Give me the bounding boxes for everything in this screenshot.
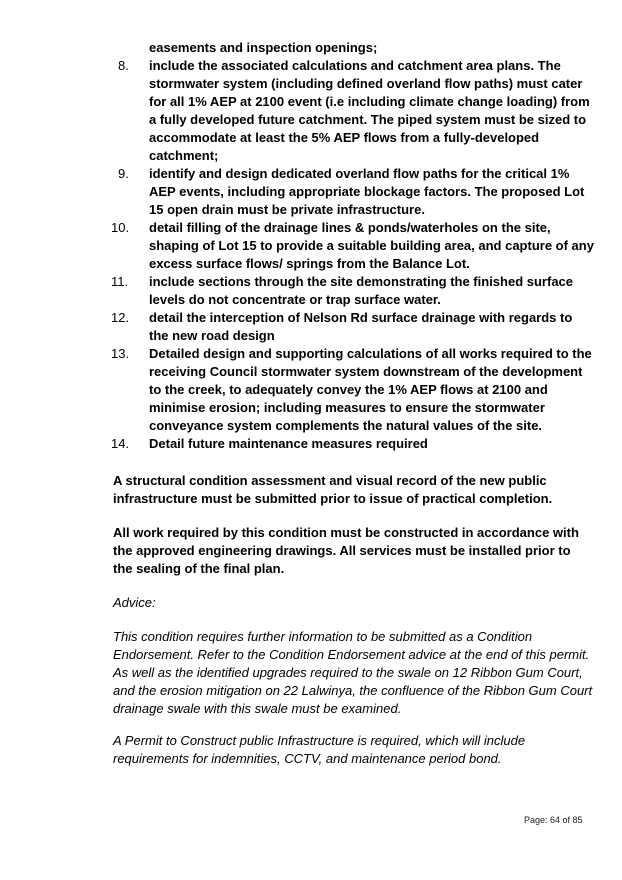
numbered-list — [0, 39, 622, 453]
all-work-paragraph: All work required by this condition must be constructed in accordance with the approved engineering drawings. All services must be installed prior to the sealing of the final plan. — [113, 525, 579, 576]
advice-heading: Advice: — [113, 595, 156, 610]
list-item-text: include sections through the site demonstrating the finished surface levels do not concentrate or trap surface water. — [149, 274, 574, 307]
list-item-number: 14. — [111, 436, 130, 451]
list-item-number: 8. — [118, 58, 129, 73]
list-item-text: identify and design dedicated overland flow paths for the critical 1% AEP events, including appropriate blockage factors. The proposed Lot 15 open drain must be private infrastructure. — [149, 166, 585, 217]
list-item-number: 12. — [111, 310, 130, 325]
structural-assessment-paragraph: A structural condition assessment and visual record of the new public infrastructure must be submitted prior to issue of practical completion. — [113, 473, 553, 506]
list-item-13 — [0, 345, 622, 435]
list-item-number: 13. — [111, 346, 130, 361]
advice-body-paragraph: This condition requires further information to be submitted as a Condition Endorsement. Refer to the Condition Endorsement advice at the end of this permit. As well as the identified upgrades required to the swale on 12 Ribbon Gum Court, and the erosion mitigation on 22 Lalwinya, the confluence of the Ribbon Gum Court drainage swale with this swale must be examined. — [113, 629, 593, 716]
list-item-9 — [0, 165, 622, 219]
list-item-10 — [0, 219, 622, 273]
list-item-text: Detail future maintenance measures required — [149, 436, 428, 451]
list-item-text: detail the interception of Nelson Rd surface drainage with regards to the new road design — [149, 310, 573, 343]
list-item-14 — [0, 435, 622, 453]
list-item-number: 10. — [111, 220, 130, 235]
list-item-8 — [0, 57, 622, 165]
page-number: Page: 64 of 85 — [524, 815, 583, 825]
list-item-text: include the associated calculations and catchment area plans. The stormwater system (including defined overland flow paths) must cater for all 1% AEP at 2100 event (i.e including climate change loading) from a fully developed future catchment. The piped system must be sized to accommodate at least the 5% AEP flows from a fully-developed catchment; — [149, 58, 590, 163]
list-item-12 — [0, 309, 622, 345]
list-item-11 — [0, 273, 622, 309]
list-item-continuation — [0, 39, 622, 57]
list-item-text: detail filling of the drainage lines & ponds/waterholes on the site, shaping of Lot 15 to provide a suitable building area, and capture of any excess surface flows/ springs from the Balance Lot. — [149, 220, 594, 271]
list-item-text: easements and inspection openings; — [149, 40, 378, 55]
list-item-number: 11. — [111, 274, 129, 289]
permit-paragraph: A Permit to Construct public Infrastructure is required, which will include requirements for indemnities, CCTV, and maintenance period bond. — [113, 733, 526, 766]
list-item-text: Detailed design and supporting calculations of all works required to the receiving Council stormwater system downstream of the development to the creek, to adequately convey the 1% AEP flows at 2100 and minimise erosion; including measures to ensure the stormwater conveyance system complements the natural values of the site. — [149, 346, 592, 433]
list-item-number: 9. — [118, 166, 129, 181]
